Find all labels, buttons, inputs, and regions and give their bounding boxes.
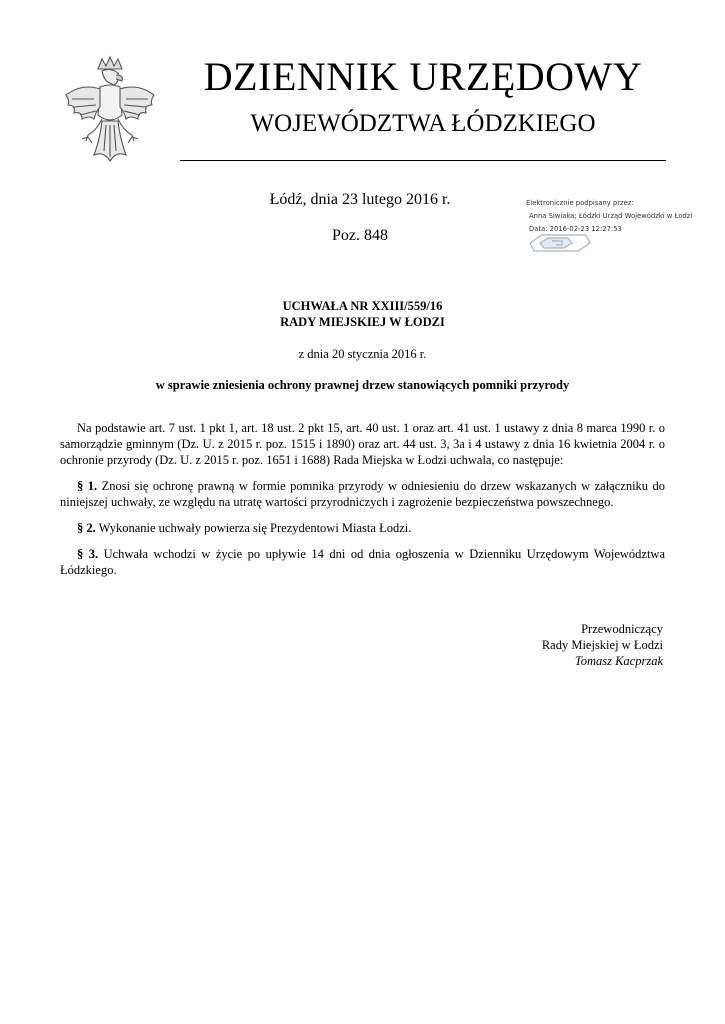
resolution-body <box>60 420 665 588</box>
signature-role: Przewodniczący <box>581 622 663 636</box>
section-text: Wykonanie uchwały powierza się Prezydentowi Miasta Łodzi. <box>98 521 412 535</box>
signature-block <box>542 621 663 669</box>
resolution-council: RADY MIEJSKIEJ W ŁODZI <box>280 315 445 329</box>
resolution-subject: w sprawie zniesienia ochrony prawnej drzew stanowiących pomniki przyrody <box>155 378 570 392</box>
masthead-divider <box>180 160 666 161</box>
section-label: § 2. <box>77 521 96 535</box>
publication-date: Łódź, dnia 23 lutego 2016 r. <box>269 191 451 208</box>
section-label: § 1. <box>77 479 98 493</box>
resolution-number: UCHWAŁA NR XXIII/559/16 <box>282 299 443 313</box>
section-paragraph-2 <box>60 520 665 536</box>
resolution-title <box>60 298 665 330</box>
polish-eagle-emblem-icon <box>60 55 160 163</box>
section-text: Uchwała wchodzi w życie po upływie 14 dni od dnia ogłoszenia w Dzienniku Urzędowym Województwa Łódzkiego. <box>60 547 666 577</box>
resolution-date: z dnia 20 stycznia 2016 r. <box>298 347 427 361</box>
e-signature-info <box>526 197 696 236</box>
section-paragraph-3 <box>60 546 665 578</box>
masthead-subtitle: WOJEWÓDZTWA ŁÓDZKIEGO <box>250 110 596 137</box>
section-label: § 3. <box>77 547 99 561</box>
e-signature-date: Data: 2016-02-23 12:27:53 <box>529 225 622 233</box>
signature-body: Rady Miejskiej w Łodzi <box>541 638 663 652</box>
section-text: Znosi się ochronę prawną w formie pomnika przyrody w odniesieniu do drzew wskazanych w załączniku do niniejszej uchwały, ze względu na utratę wartości przyrodniczych i zagrożenie bezpieczeństwa powszechnego. <box>60 479 666 509</box>
e-signature-header: Elektronicznie podpisany przez: <box>526 199 634 207</box>
preamble-paragraph: Na podstawie art. 7 ust. 1 pkt 1, art. 18 ust. 2 pkt 15, art. 40 ust. 1 oraz art. 41 ust. 1 ustawy z dnia 8 marca 1990 r. o samorządzie gminnym (Dz. U. z 2015 r. poz. 1515 i 1890) oraz art. 44 ust. 3, 3a i 4 ustawy z dnia 16 kwietnia 2004 r. o ochronie przyrody (Dz. U. z 2015 r. poz. 1651 i 1688) Rada Miejska w Łodzi uchwala, co następuje: <box>60 421 665 467</box>
masthead-title: DZIENNIK URZĘDOWY <box>203 54 643 99</box>
e-signature-signer: Anna Siwiaka; Łódzki Urząd Wojewódzki w Łodzi <box>529 212 693 220</box>
signature-verified-icon <box>528 233 592 253</box>
publication-position: Poz. 848 <box>332 227 388 244</box>
signature-name: Tomasz Kacprzak <box>574 654 663 668</box>
section-paragraph-1 <box>60 478 665 510</box>
